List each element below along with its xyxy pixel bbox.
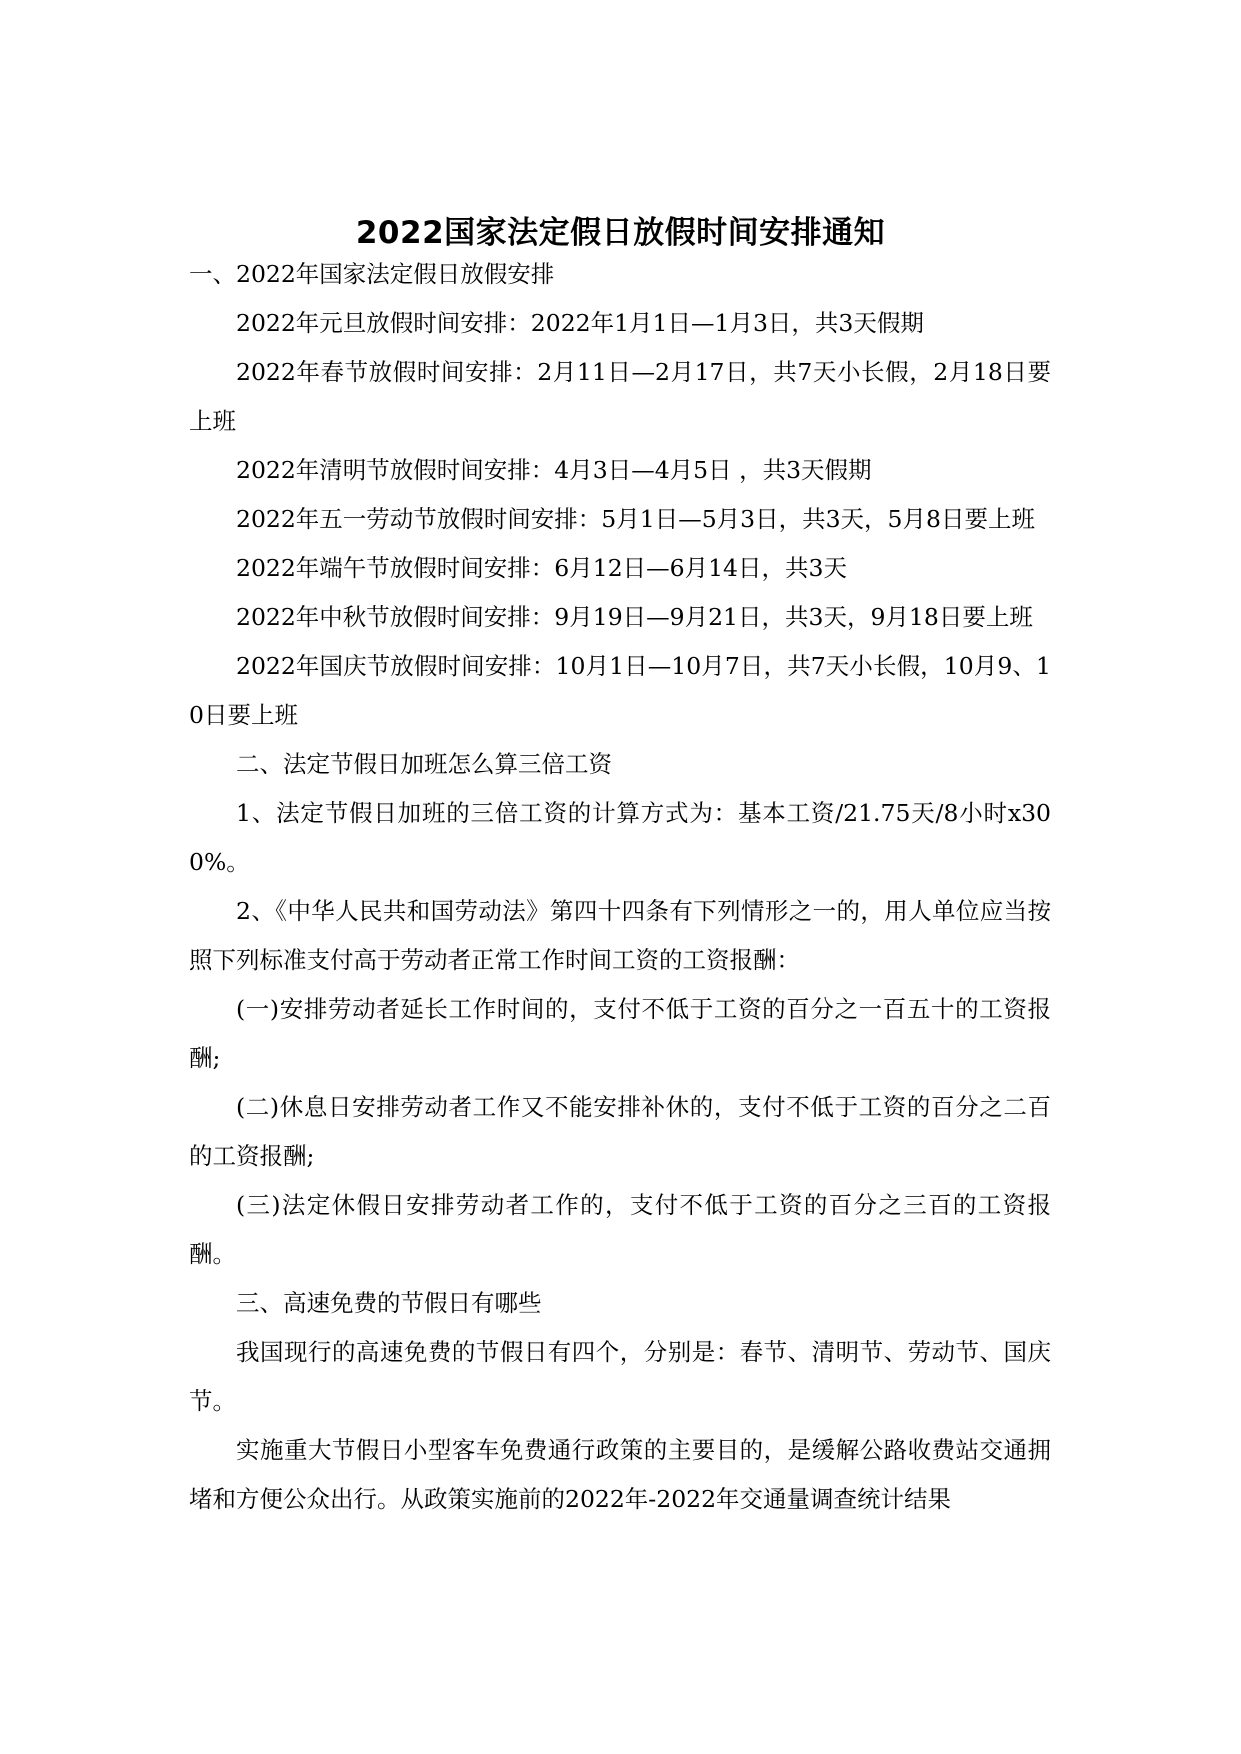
section-heading-1: 一、2022年国家法定假日放假安排 [189, 260, 555, 288]
document-title: 2022国家法定假日放假时间安排通知 [355, 214, 886, 251]
paragraph: 2、《中华人民共和国劳动法》第四十四条有下列情形之一的，用人单位应当按照下列标准支付高于劳动者正常工作时间工资的工资报酬： [189, 897, 1051, 974]
paragraph: 1、法定节假日加班的三倍工资的计算方式为：基本工资/21.75天/8小时x300%。 [189, 799, 1051, 876]
paragraph: 2022年中秋节放假时间安排：9月19日—9月21日，共3天，9月18日要上班 [236, 603, 1033, 631]
paragraph: (一)安排劳动者延长工作时间的，支付不低于工资的百分之一百五十的工资报酬; [189, 995, 1051, 1072]
paragraph: (三)法定休假日安排劳动者工作的，支付不低于工资的百分之三百的工资报酬。 [189, 1191, 1051, 1268]
paragraph: 2022年清明节放假时间安排：4月3日—4月5日 ，共3天假期 [236, 456, 872, 484]
paragraph: 实施重大节假日小型客车免费通行政策的主要目的，是缓解公路收费站交通拥堵和方便公众出行。从政策实施前的2022年-2022年交通量调查统计结果 [189, 1436, 1051, 1513]
paragraph: 2022年春节放假时间安排：2月11日—2月17日，共7天小长假，2月18日要上班 [189, 358, 1051, 435]
section-heading-3: 三、高速免费的节假日有哪些 [236, 1289, 542, 1317]
paragraph: (二)休息日安排劳动者工作又不能安排补休的，支付不低于工资的百分之二百的工资报酬; [189, 1093, 1051, 1170]
paragraph: 2022年国庆节放假时间安排：10月1日—10月7日，共7天小长假，10月9、10日要上班 [189, 652, 1051, 729]
section-heading-2: 二、法定节假日加班怎么算三倍工资 [236, 750, 612, 778]
paragraph: 2022年元旦放假时间安排：2022年1月1日—1月3日，共3天假期 [236, 309, 924, 337]
document-body [189, 250, 1051, 1524]
paragraph: 2022年五一劳动节放假时间安排：5月1日—5月3日，共3天，5月8日要上班 [236, 505, 1035, 533]
paragraph: 我国现行的高速免费的节假日有四个，分别是：春节、清明节、劳动节、国庆节。 [189, 1338, 1051, 1415]
paragraph: 2022年端午节放假时间安排：6月12日—6月14日，共3天 [236, 554, 847, 582]
